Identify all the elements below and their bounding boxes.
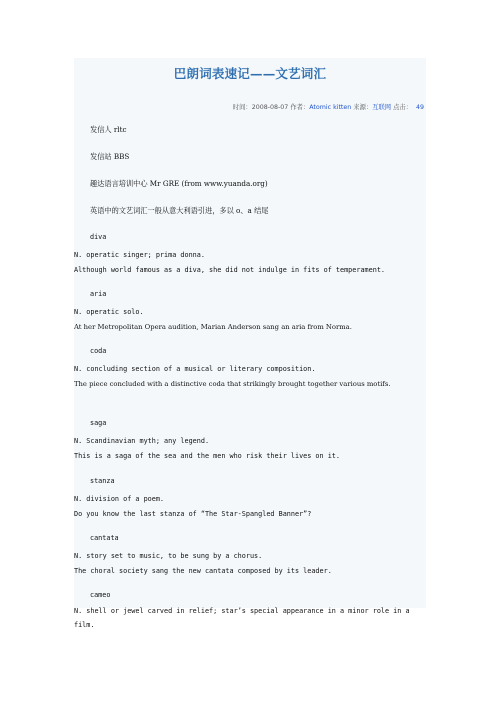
source-link[interactable]: 互联网 [372, 104, 392, 111]
entry-word: cameo [90, 591, 111, 599]
entry-definition: N. shell or jewel carved in relief; star’s special appearance in a minor role in a film. [74, 607, 410, 629]
entry-definition: N. story set to music, to be sung by a chorus. [74, 552, 263, 560]
entry-example: The choral society sang the new cantata composed by its leader. [74, 567, 332, 575]
entry-definition: N. concluding section of a musical or literary composition. [74, 365, 316, 373]
entry-definition: N. operatic solo. [74, 308, 144, 316]
entry-word: cantata [90, 534, 119, 542]
entry-word: stanza [90, 477, 115, 485]
entry-word: diva [90, 233, 107, 241]
sender-line: 发信人 rltc [90, 125, 127, 134]
entry-word: aria [90, 290, 107, 298]
intro-line: 英语中的文艺词汇一般从意大利语引进，多以 o、a 结尾 [90, 206, 269, 215]
time-value: 2008-08-07 [251, 104, 289, 111]
entry-example: This is a saga of the sea and the men who risk their lives on it. [74, 452, 340, 460]
entry-definition: N. operatic singer; prima donna. [74, 251, 205, 259]
source-label: 来源： [353, 104, 373, 111]
entry-definition: N. division of a poem. [74, 495, 165, 503]
entry-example: At her Metropolitan Opera audition, Marian Anderson sang an aria from Norma. [74, 323, 352, 331]
entry-word: saga [90, 419, 107, 427]
school-line: 趣达语言培训中心 Mr GRE (from www.yuanda.org) [90, 179, 268, 188]
article-title: 巴朗词表速记——文艺词汇 [173, 66, 327, 81]
author-label: 作者： [290, 104, 310, 111]
article-meta [233, 102, 424, 111]
entry-example: Although world famous as a diva, she did not indulge in fits of temperament. [74, 266, 385, 274]
entry-word: coda [90, 347, 107, 355]
entry-example: The piece concluded with a distinctive coda that strikingly brought together various motifs. [74, 380, 391, 388]
entry-example: Do you know the last stanza of “The Star-Spangled Banner”? [74, 510, 312, 518]
clicks-count: 49 [415, 104, 424, 111]
station-line: 发信站 BBS [90, 152, 130, 161]
clicks-label: 点击： [393, 104, 412, 111]
entry-definition: N. Scandinavian myth; any legend. [74, 437, 210, 445]
author-link[interactable]: Atomic kitten [309, 104, 352, 111]
time-label: 时间： [232, 104, 252, 111]
